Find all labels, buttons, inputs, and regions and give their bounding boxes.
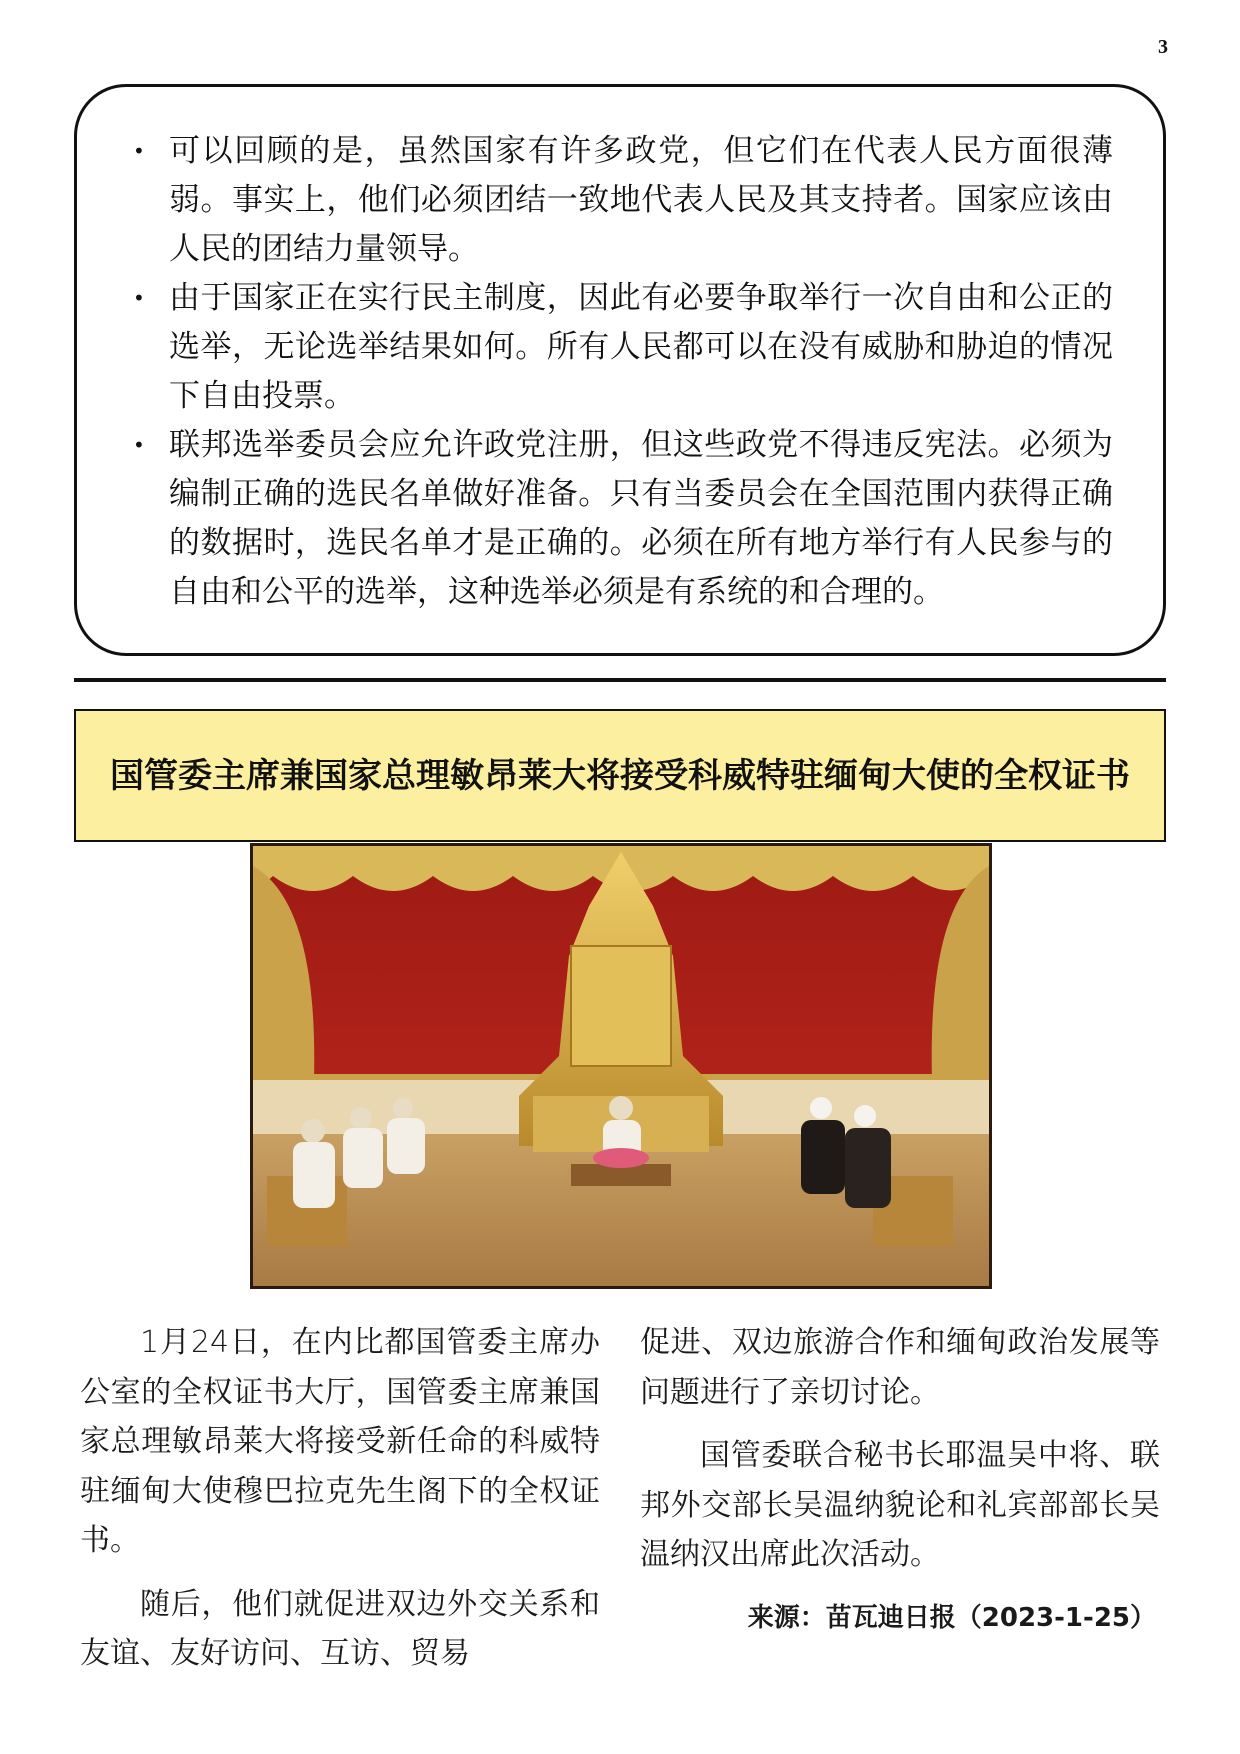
bullet-item-1 xyxy=(133,127,1113,274)
section-divider xyxy=(74,678,1166,682)
summary-bullet-box xyxy=(74,84,1166,656)
bullet-dot-icon: • xyxy=(133,286,145,310)
article-paragraph-2: 随后，他们就促进双边外交关系和友谊、友好访问、互访、贸易 xyxy=(80,1586,600,1671)
bullet-item-3 xyxy=(133,421,1113,617)
article-paragraph-3: 国管委联合秘书长耶温吴中将、联邦外交部长吴温纳貌论和礼宾部部长吴温纳汉出席此次活动。 xyxy=(640,1438,1160,1572)
bullet-text-1: 可以回顾的是，虽然国家有许多政党，但它们在代表人民方面很薄弱。事实上，他们必须团结一致地代表人民及其支持者。国家应该由人民的团结力量领导。 xyxy=(169,133,1113,267)
bullet-item-2 xyxy=(133,274,1113,421)
bullet-text-2: 由于国家正在实行民主制度，因此有必要争取举行一次自由和公正的选举，无论选举结果如何。所有人民都可以在没有威胁和胁迫的情况下自由投票。 xyxy=(169,280,1113,414)
article-column-left xyxy=(80,1318,600,1693)
headline-box xyxy=(74,709,1166,842)
article-column-right xyxy=(640,1318,1160,1643)
bullet-text-3: 联邦选举委员会应允许政党注册，但这些政党不得违反宪法。必须为编制正确的选民名单做好准备。只有当委员会在全国范围内获得正确的数据时，选民名单才是正确的。必须在所有地方举行有人民参与的自由和公平的选举，这种选举必须是有系统的和合理的。 xyxy=(169,427,1113,610)
bullet-dot-icon: • xyxy=(133,139,145,163)
ceremony-photo xyxy=(250,843,992,1289)
article-paragraph-2-continued: 促进、双边旅游合作和缅甸政治发展等问题进行了亲切讨论。 xyxy=(640,1325,1160,1410)
bullet-list xyxy=(133,127,1113,617)
article-headline: 国管委主席兼国家总理敏昂莱大将接受科威特驻缅甸大使的全权证书 xyxy=(110,755,1130,796)
bullet-dot-icon: • xyxy=(133,433,145,457)
article-source: 来源：苗瓦迪日报（2023-1-25） xyxy=(747,1602,1156,1633)
page-number: 3 xyxy=(1158,36,1168,58)
article-paragraph-1: 1月24日，在内比都国管委主席办公室的全权证书大厅，国管委主席兼国家总理敏昂莱大将接受新任命的科威特驻缅甸大使穆巴拉克先生阁下的全权证书。 xyxy=(80,1325,600,1558)
